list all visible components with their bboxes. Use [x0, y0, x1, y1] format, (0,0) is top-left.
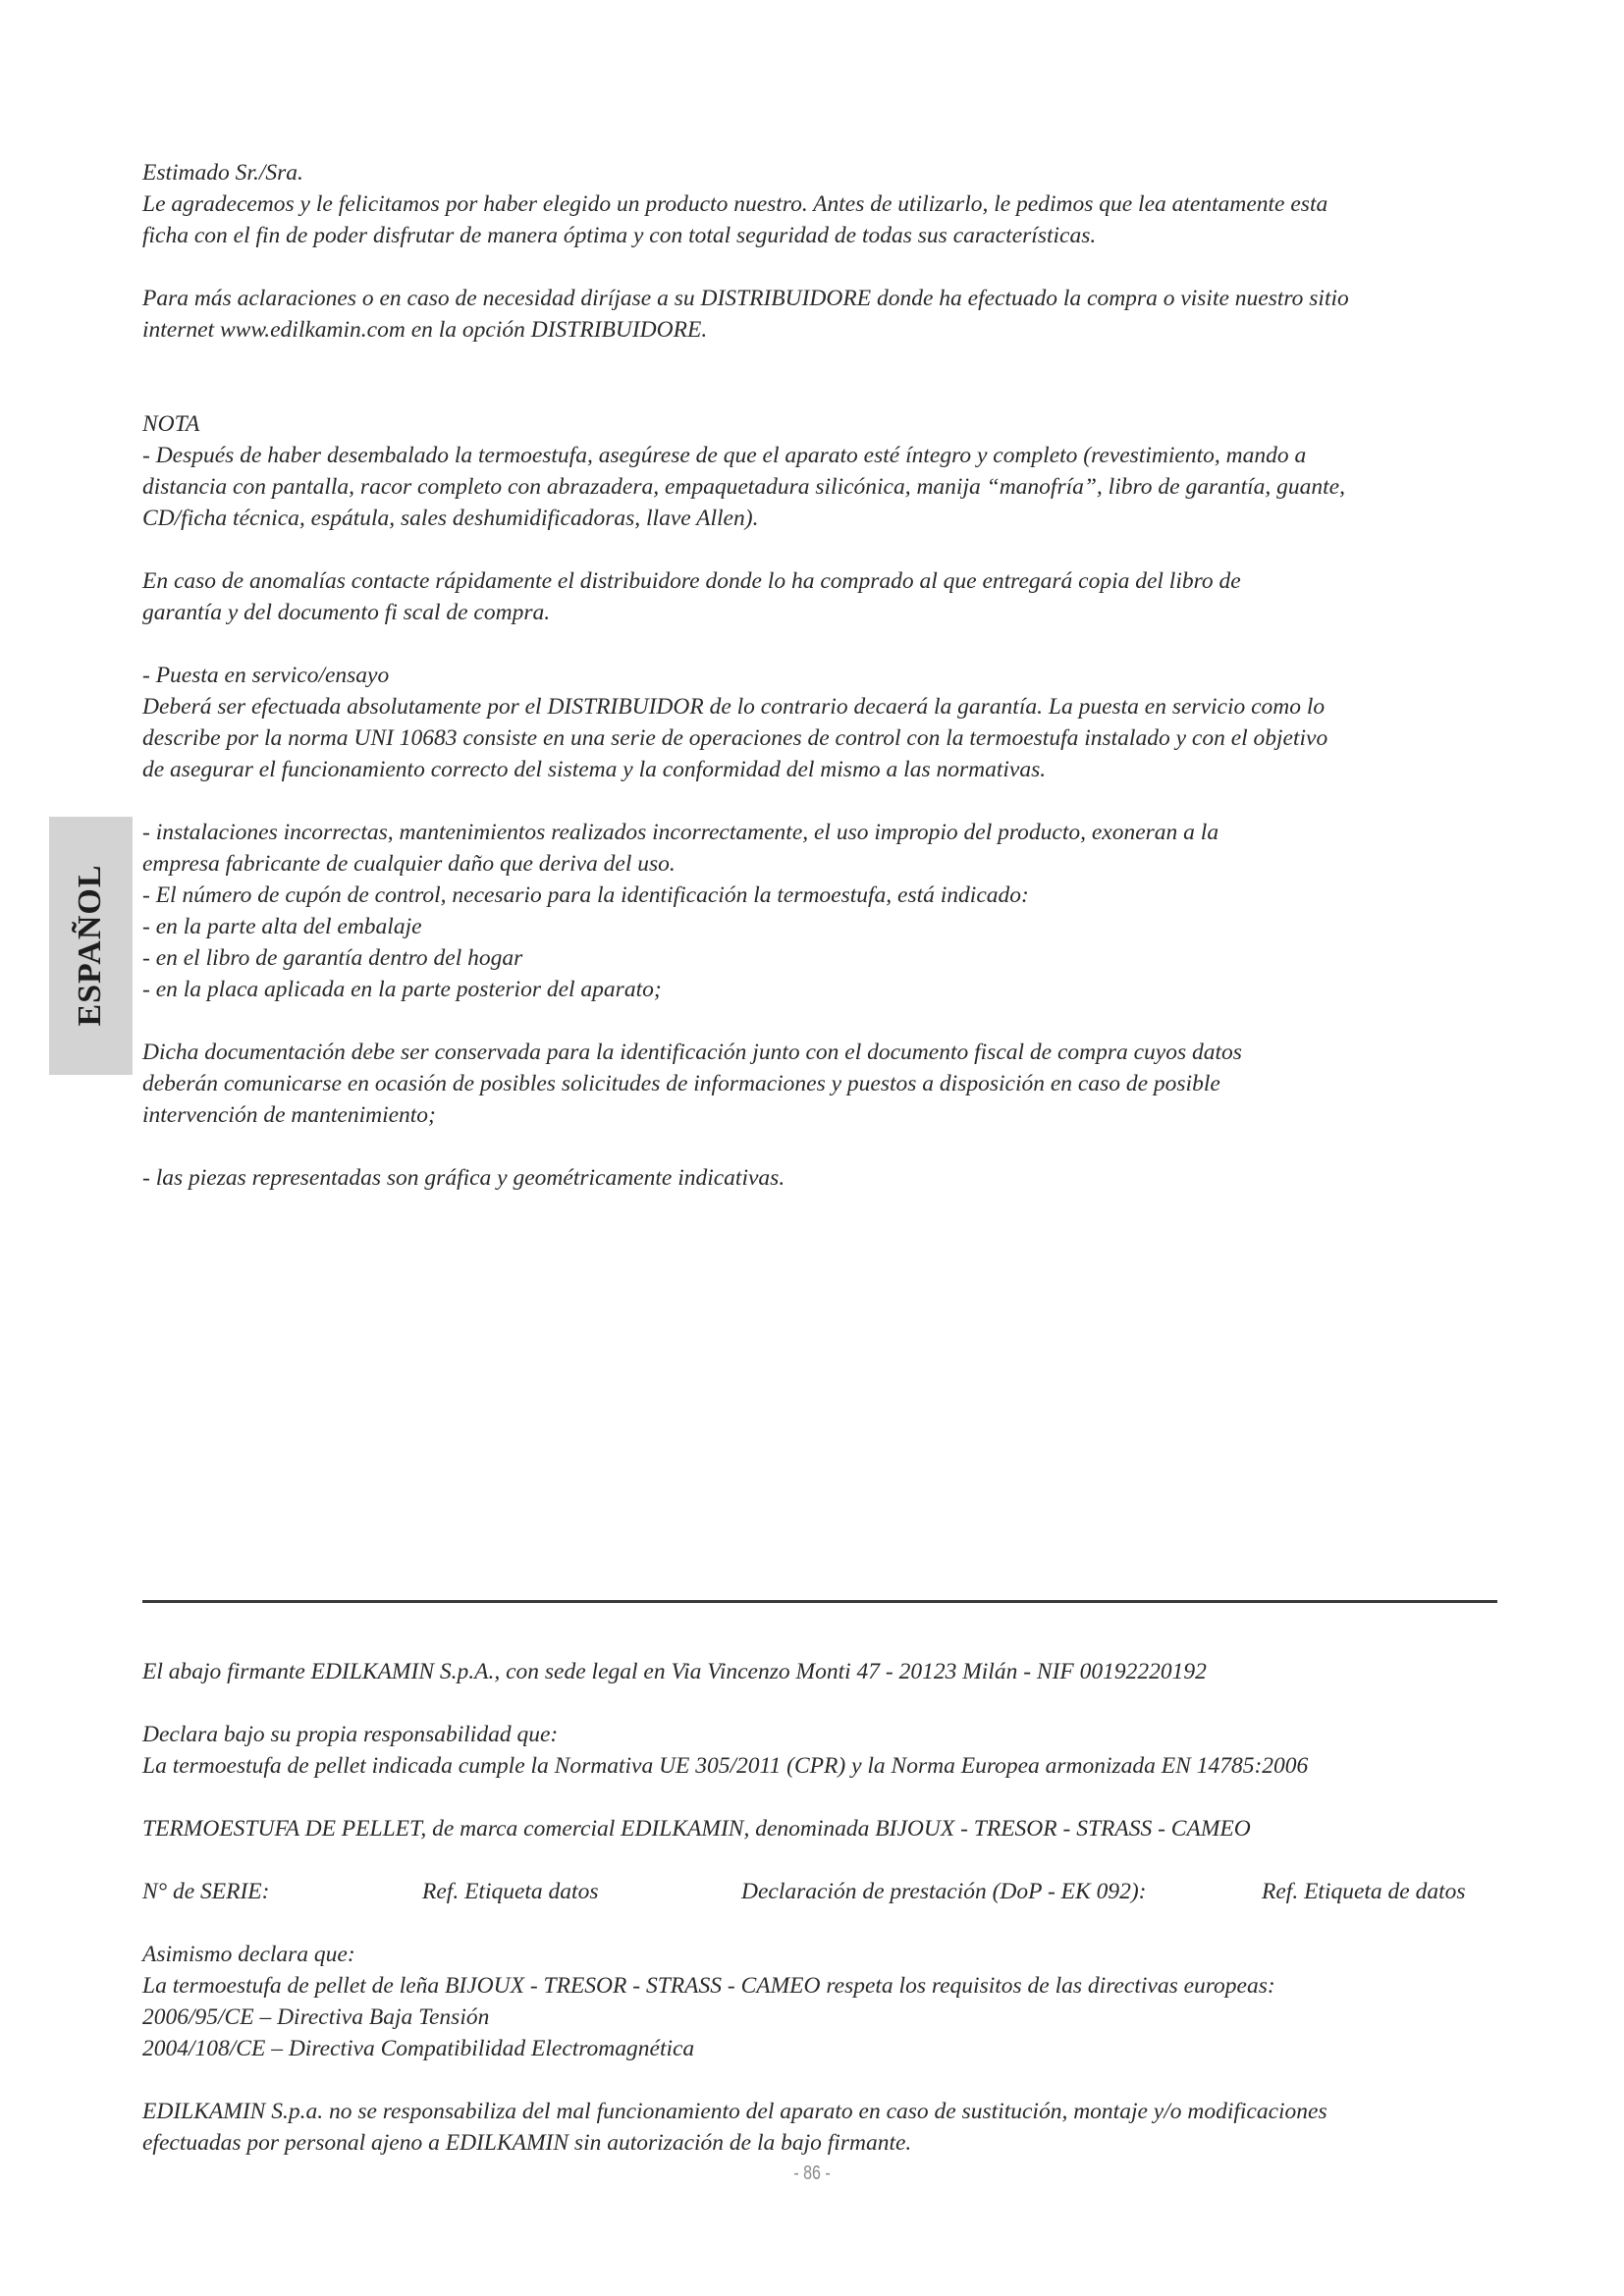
instalaciones-line-2: empresa fabricante de cualquier daño que deriva del uso.	[142, 851, 676, 877]
directive-low-voltage: 2006/95/CE – Directiva Baja Tensión	[142, 2004, 490, 2030]
cupon-item: - en el libro de garantía dentro del hogar	[142, 945, 523, 971]
puesta-heading: - Puesta en servico/ensayo	[142, 663, 390, 688]
nota-line-2: distancia con pantalla, racor completo con abrazadera, empaquetadura silicónica, manija “manofría”, libro de garantía, guante,	[142, 474, 1345, 500]
also-declares-heading: Asimismo declara que:	[142, 1942, 355, 1967]
greeting: Estimado Sr./Sra.	[142, 160, 303, 186]
declares-line: La termoestufa de pellet indicada cumple la Normativa UE 305/2011 (CPR) y la Norma Europea armonizada EN 14785:2006	[142, 1753, 1309, 1779]
cupon-intro: - El número de cupón de control, necesario para la identificación la termoestufa, está indicado:	[142, 882, 1029, 908]
declares-heading: Declara bajo su propia responsabilidad que:	[142, 1722, 559, 1747]
instalaciones-line-1: - instalaciones incorrectas, mantenimientos realizados incorrectamente, el uso impropio del producto, exoneran a la	[142, 820, 1219, 845]
serial-label: N° de SERIE:	[142, 1879, 270, 1904]
anomalias-line-2: garantía y del documento fi scal de compra.	[142, 600, 551, 625]
directive-emc: 2004/108/CE – Directiva Compatibilidad Electromagnética	[142, 2036, 695, 2061]
intro-section	[142, 157, 1497, 1194]
page-number: - 86 -	[793, 2163, 831, 2184]
puesta-line-2: describe por la norma UNI 10683 consiste en una serie de operaciones de control con la termoestufa instalado y con el objetivo	[142, 725, 1328, 751]
product-line: TERMOESTUFA DE PELLET, de marca comercial EDILKAMIN, denominada BIJOUX - TRESOR - STRASS - CAMEO	[142, 1816, 1251, 1842]
dop-label: Declaración de prestación (DoP - EK 092):	[741, 1879, 1147, 1904]
piezas-note: - las piezas representadas son gráfica y geométricamente indicativas.	[142, 1165, 785, 1191]
thanks-line-1: Le agradecemos y le felicitamos por haber elegido un producto nuestro. Antes de utilizarlo, le pedimos que lea atentamente esta	[142, 191, 1328, 217]
documentacion-line-3: intervención de mantenimiento;	[142, 1102, 436, 1128]
contact-line-2: internet www.edilkamin.com en la opción DISTRIBUIDORE.	[142, 317, 708, 343]
puesta-line-3: de asegurar el funcionamiento correcto del sistema y la conformidad del mismo a las normativas.	[142, 757, 1047, 782]
disclaimer-line-1: EDILKAMIN S.p.a. no se responsabiliza del mal funcionamiento del aparato en caso de sustitución, montaje y/o modificaciones	[142, 2099, 1327, 2124]
nota-heading: NOTA	[142, 411, 200, 437]
declaration-section	[142, 1656, 1497, 2159]
cupon-item: - en la parte alta del embalaje	[142, 914, 422, 939]
contact-line-1: Para más aclaraciones o en caso de necesidad diríjase a su DISTRIBUIDORE donde ha efectuado la compra o visite nuestro sitio	[142, 286, 1349, 311]
serial-row	[142, 1876, 1497, 1907]
language-side-tab	[49, 817, 133, 1075]
documentacion-line-2: deberán comunicarse en ocasión de posibles solicitudes de informaciones y puestos a disposición en caso de posible	[142, 1071, 1220, 1096]
documentacion-line-1: Dicha documentación debe ser conservada para la identificación junto con el documento fiscal de compra cuyos datos	[142, 1040, 1242, 1065]
disclaimer-line-2: efectuadas por personal ajeno a EDILKAMIN sin autorización de la bajo firmante.	[142, 2130, 912, 2156]
signatory-line: El abajo firmante EDILKAMIN S.p.A., con sede legal en Via Vincenzo Monti 47 - 20123 Milán - NIF 00192220192	[142, 1659, 1207, 1684]
dop-value: Ref. Etiqueta de datos	[1262, 1879, 1466, 1904]
serial-value: Ref. Etiqueta datos	[422, 1879, 599, 1904]
anomalias-line-1: En caso de anomalías contacte rápidamente el distribuidore donde lo ha comprado al que entregará copia del libro de	[142, 568, 1241, 594]
cupon-item: - en la placa aplicada en la parte posterior del aparato;	[142, 977, 662, 1002]
thanks-line-2: ficha con el fin de poder disfrutar de manera óptima y con total seguridad de todas sus características.	[142, 223, 1097, 248]
language-tab-label: ESPAÑOL	[72, 864, 108, 1027]
also-declares-line: La termoestufa de pellet de leña BIJOUX - TRESOR - STRASS - CAMEO respeta los requisitos de las directivas europeas:	[142, 1973, 1275, 1999]
section-divider	[142, 1600, 1497, 1603]
puesta-line-1: Deberá ser efectuada absolutamente por el DISTRIBUIDOR de lo contrario decaerá la garantía. La puesta en servicio como lo	[142, 694, 1326, 720]
nota-line-1: - Después de haber desembalado la termoestufa, asegúrese de que el aparato esté íntegro y completo (revestimiento, mando a	[142, 443, 1307, 468]
nota-line-3: CD/ficha técnica, espátula, sales deshumidificadoras, llave Allen).	[142, 506, 759, 531]
